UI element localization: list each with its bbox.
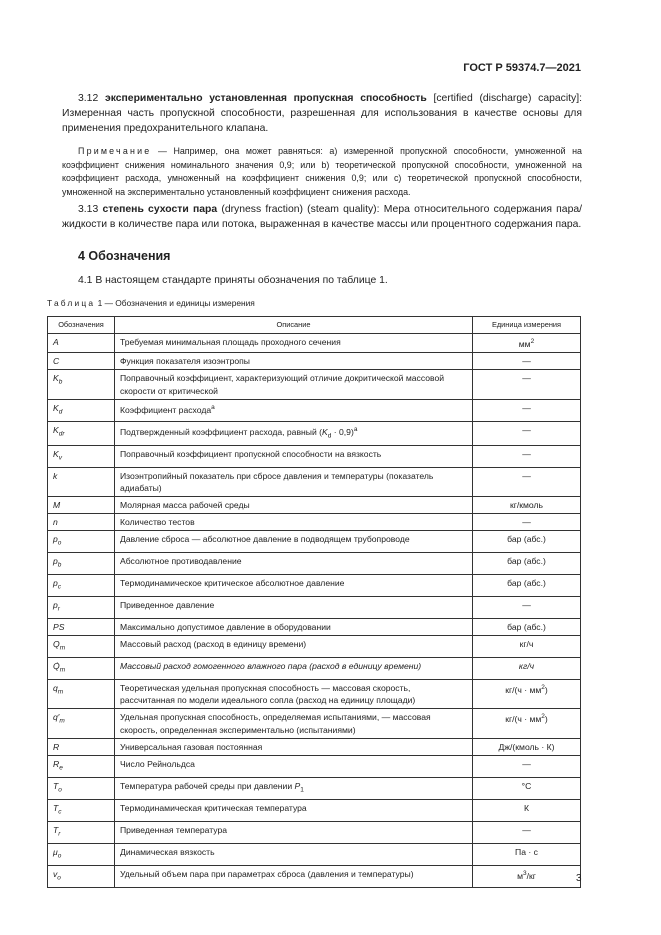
table-row	[48, 799, 581, 821]
unit-cell	[473, 467, 581, 496]
text-segment: Термодинамическое критическое абсолютное давление	[120, 578, 345, 589]
text-segment: —	[522, 356, 531, 367]
term-english: (dryness fraction) (steam quality):	[221, 204, 380, 215]
definition: Мера относительного содержания пара/жидкости в количестве пара или потока, выраженная в качестве массы или процентного содержания пара.	[62, 204, 583, 231]
text-segment: )	[544, 684, 548, 695]
text-segment: · 0,9)	[331, 426, 354, 437]
symbol-cell	[48, 370, 115, 399]
description-cell	[115, 467, 473, 496]
description-cell	[115, 514, 473, 531]
text-segment: r	[57, 605, 60, 613]
text-segment: p	[53, 556, 58, 567]
text-segment: m	[59, 666, 66, 674]
text-segment: кг/ч	[518, 661, 535, 672]
table-row	[48, 467, 581, 496]
text-segment: c	[58, 808, 62, 816]
text-segment: —	[522, 424, 531, 435]
description-cell	[115, 334, 473, 353]
text-segment: v	[58, 454, 62, 462]
note-label: Примечание	[78, 146, 152, 156]
text-segment: PS	[53, 622, 65, 632]
clause-3-13	[62, 202, 582, 232]
text-segment: —	[522, 759, 531, 770]
text-segment: Поправочный коэффициент, характеризующий отличие докритической массовой скорости от критической	[120, 373, 445, 396]
text-segment: p	[53, 578, 58, 589]
symbol-cell	[48, 799, 115, 821]
table-row	[48, 636, 581, 658]
unit-cell	[473, 799, 581, 821]
text-segment: b	[57, 561, 62, 569]
caption-text: 1 — Обозначения и единицы измерения	[97, 298, 255, 308]
text-segment: d	[58, 408, 63, 416]
text-segment: n	[53, 517, 58, 528]
text-segment: —	[522, 470, 531, 481]
text-segment: —	[522, 373, 531, 384]
text-segment: /кг	[526, 870, 536, 881]
symbol-cell	[48, 553, 115, 575]
unit-cell	[473, 777, 581, 799]
symbol-cell	[48, 531, 115, 553]
text-segment: m	[59, 718, 65, 726]
text-segment: Подтвержденный коэффициент расхода, равный (	[120, 426, 322, 437]
text-segment: K	[53, 424, 59, 435]
symbol-cell	[48, 575, 115, 597]
text-segment: Изоэнтропийный показатель при сбросе давления и температуры (показатель адиабаты)	[120, 470, 434, 493]
unit-cell	[473, 531, 581, 553]
text-segment: —	[522, 517, 531, 528]
text-segment: Q̇	[53, 661, 60, 672]
text-segment: кг/(ч · мм	[505, 714, 542, 725]
symbol-cell	[48, 597, 115, 619]
text-segment: Функция показателя изоэнтропы	[120, 356, 250, 367]
text-segment: m	[57, 688, 64, 696]
description-cell	[115, 353, 473, 370]
text-segment: T	[53, 802, 59, 813]
symbol-cell	[48, 636, 115, 658]
symbols-table	[47, 316, 581, 888]
unit-cell	[473, 738, 581, 755]
description-cell	[115, 821, 473, 843]
text-segment: o	[57, 852, 62, 860]
clause-number: 3.12	[78, 93, 99, 104]
symbol-cell	[48, 709, 115, 738]
header-symbol: Обозначения	[48, 317, 115, 334]
symbol-cell	[48, 421, 115, 445]
term: степень сухости пара	[102, 204, 218, 215]
symbol-cell	[48, 496, 115, 513]
table-row	[48, 575, 581, 597]
section-heading: 4 Обозначения	[78, 249, 171, 263]
text-segment: 2	[530, 338, 535, 346]
symbol-cell	[48, 756, 115, 778]
symbol-cell	[48, 777, 115, 799]
table-row	[48, 531, 581, 553]
symbol-cell	[48, 680, 115, 709]
unit-cell	[473, 399, 581, 421]
text-segment: )	[544, 714, 548, 725]
text-segment: кг/ч	[519, 639, 534, 650]
unit-cell	[473, 421, 581, 445]
table-row	[48, 756, 581, 778]
text-segment: кг/кмоль	[509, 499, 544, 510]
text-segment: Массовый расход гомогенного влажного пара (расход в единицу времени)	[120, 661, 422, 672]
text-segment: R	[53, 759, 60, 770]
symbol-cell	[48, 467, 115, 496]
table-row	[48, 658, 581, 680]
symbol-cell	[48, 399, 115, 421]
table-row	[48, 370, 581, 399]
table-row	[48, 514, 581, 531]
unit-cell	[473, 496, 581, 513]
unit-cell	[473, 619, 581, 636]
symbol-cell	[48, 658, 115, 680]
symbol-cell	[48, 514, 115, 531]
unit-cell	[473, 680, 581, 709]
text-segment: Удельный объем пара при параметрах сброса (давления и температуры)	[120, 868, 414, 879]
document-id: ГОСТ Р 59374.7—2021	[463, 62, 581, 74]
unit-cell	[473, 514, 581, 531]
text-segment: Приведенная температура	[120, 824, 228, 835]
description-cell	[115, 531, 473, 553]
text-segment: q	[53, 683, 58, 694]
table-row	[48, 445, 581, 467]
description-cell	[115, 619, 473, 636]
clause-number: 3.13	[78, 204, 99, 215]
table-row	[48, 399, 581, 421]
text-segment: Число Рейнольдса	[120, 759, 195, 770]
unit-cell	[473, 334, 581, 353]
text-segment: Удельная пропускная способность, определяемая испытаниями, — массовая скорость, определенная экспериментально (испытаниями)	[120, 712, 431, 735]
text-segment: o	[57, 874, 61, 882]
text-segment: бар (абс.)	[507, 534, 546, 545]
text-segment: c	[57, 583, 62, 591]
text-segment: T	[53, 824, 59, 835]
unit-cell	[473, 353, 581, 370]
text-segment: °C	[521, 780, 532, 791]
symbol-cell	[48, 619, 115, 636]
text-segment: —	[522, 448, 531, 459]
text-segment: a	[211, 403, 215, 411]
table-row	[48, 553, 581, 575]
note-text: — Например, она может равняться: a) измеренной пропускной способности, умноженной на коэффициент снижения номинального значения 0,9; или b) теоретической пропускной способности, умноженной на коэффициент расхода, умноженный на коэффициент снижения 0,9; или c) теоретической пропускной способности, умноженной на экспериментально установленный коэффициент снижения расхода.	[62, 146, 582, 197]
text-segment: K	[322, 426, 328, 437]
unit-cell	[473, 575, 581, 597]
description-cell	[115, 553, 473, 575]
text-segment: μ	[53, 846, 58, 857]
text-segment: Теоретическая удельная пропускная способность — массовая скорость, рассчитанная по модели идеального сопла (расход на единицу площади)	[120, 683, 416, 706]
text-segment: Динамическая вязкость	[120, 846, 215, 857]
text-segment: м	[517, 870, 523, 881]
table-row	[48, 777, 581, 799]
unit-cell	[473, 843, 581, 865]
symbol-cell	[48, 334, 115, 353]
description-cell	[115, 777, 473, 799]
table-header-row	[48, 317, 581, 334]
text-segment: dr	[58, 430, 65, 438]
text-segment: Температура рабочей среды при давлении	[120, 780, 295, 791]
unit-cell	[473, 658, 581, 680]
text-segment: бар (абс.)	[507, 622, 546, 632]
unit-cell	[473, 370, 581, 399]
table-row	[48, 619, 581, 636]
text-segment: —	[522, 824, 531, 835]
text-segment: Па · с	[515, 846, 538, 857]
text-segment: Коэффициент расхода	[120, 404, 212, 415]
note	[62, 145, 582, 199]
text-segment: Термодинамическая критическая температура	[120, 802, 307, 813]
text-segment: b	[58, 379, 63, 387]
unit-cell	[473, 553, 581, 575]
unit-cell	[473, 709, 581, 738]
text-segment: бар (абс.)	[507, 578, 546, 589]
section-intro: 4.1 В настоящем стандарте приняты обозначения по таблице 1.	[78, 275, 388, 286]
text-segment: k	[53, 470, 58, 481]
text-segment: мм	[518, 339, 531, 350]
text-segment: 2	[541, 684, 545, 692]
text-segment: T	[53, 780, 59, 791]
text-segment: Количество тестов	[120, 517, 195, 528]
text-segment: K	[53, 373, 59, 384]
symbol-cell	[48, 843, 115, 865]
description-cell	[115, 496, 473, 513]
table-row	[48, 865, 581, 887]
table-row	[48, 680, 581, 709]
text-segment: Массовый расход (расход в единицу времени)	[120, 639, 307, 650]
text-segment: Приведенное давление	[120, 600, 215, 611]
header-unit: Единица измерения	[473, 317, 581, 334]
text-segment: A	[53, 337, 59, 348]
term: экспериментально установленная пропускная способность	[104, 93, 427, 104]
table-row	[48, 709, 581, 738]
text-segment: —	[522, 600, 531, 611]
unit-cell	[473, 597, 581, 619]
table-row	[48, 738, 581, 755]
symbol-cell	[48, 353, 115, 370]
text-segment: p	[53, 534, 58, 545]
header-description: Описание	[115, 317, 473, 334]
table-row	[48, 597, 581, 619]
text-segment: P	[294, 780, 301, 791]
text-segment: Дж/(кмоль · К)	[498, 741, 555, 752]
text-segment: v	[53, 868, 58, 879]
text-segment: 1	[300, 786, 304, 794]
table-row	[48, 421, 581, 445]
text-segment: r	[58, 830, 61, 838]
text-segment: q′	[53, 712, 60, 723]
description-cell	[115, 370, 473, 399]
table-row	[48, 821, 581, 843]
symbol-cell	[48, 445, 115, 467]
text-segment: e	[59, 764, 63, 772]
definition: Измеренная часть пропускной способности, разрешенная для использования в качестве основы для применения предохранительного клапана.	[62, 108, 582, 135]
text-segment: К	[523, 802, 529, 813]
text-segment: бар (абс.)	[507, 556, 546, 567]
text-segment: Q	[53, 639, 60, 650]
unit-cell	[473, 445, 581, 467]
table-caption	[47, 298, 255, 308]
text-segment: C	[53, 356, 60, 367]
description-cell	[115, 597, 473, 619]
description-cell	[115, 865, 473, 887]
table-row	[48, 334, 581, 353]
description-cell	[115, 575, 473, 597]
description-cell	[115, 636, 473, 658]
text-segment: a	[353, 425, 358, 433]
unit-cell	[473, 865, 581, 887]
text-segment: d	[327, 432, 332, 440]
caption-label: Таблица	[47, 298, 96, 308]
text-segment: K	[53, 448, 59, 459]
text-segment: m	[59, 644, 66, 652]
text-segment: R	[53, 741, 60, 752]
description-cell	[115, 709, 473, 738]
clause-3-12	[62, 91, 582, 137]
text-segment: M	[53, 499, 61, 510]
text-segment: Универсальная газовая постоянная	[120, 741, 263, 752]
description-cell	[115, 445, 473, 467]
description-cell	[115, 680, 473, 709]
text-segment: —	[522, 402, 531, 413]
description-cell	[115, 421, 473, 445]
unit-cell	[473, 636, 581, 658]
page-number: 3	[576, 873, 582, 884]
description-cell	[115, 843, 473, 865]
unit-cell	[473, 821, 581, 843]
unit-cell	[473, 756, 581, 778]
table-row	[48, 353, 581, 370]
description-cell	[115, 399, 473, 421]
description-cell	[115, 738, 473, 755]
symbol-cell	[48, 738, 115, 755]
term-english: [certified (discharge) capacity]:	[433, 93, 583, 104]
table-row	[48, 496, 581, 513]
description-cell	[115, 756, 473, 778]
text-segment: Поправочный коэффициент пропускной способности на вязкость	[120, 448, 382, 459]
symbol-cell	[48, 821, 115, 843]
text-segment: o	[58, 786, 62, 794]
description-cell	[115, 799, 473, 821]
text-segment: 2	[541, 713, 545, 721]
text-segment: K	[53, 402, 59, 413]
symbol-cell	[48, 865, 115, 887]
text-segment: Молярная масса рабочей среды	[120, 499, 250, 510]
text-segment: Абсолютное противодавление	[120, 556, 242, 567]
text-segment: кг/(ч · мм	[505, 684, 542, 695]
text-segment: Требуемая минимальная площадь проходного сечения	[120, 337, 341, 348]
text-segment: o	[57, 540, 62, 548]
text-segment: Максимально допустимое давление в оборудовании	[120, 622, 331, 632]
text-segment: p	[53, 600, 58, 611]
text-segment: Давление сброса — абсолютное давление в подводящем трубопроводе	[120, 534, 410, 545]
text-segment: 3	[523, 869, 527, 877]
description-cell	[115, 658, 473, 680]
table-row	[48, 843, 581, 865]
